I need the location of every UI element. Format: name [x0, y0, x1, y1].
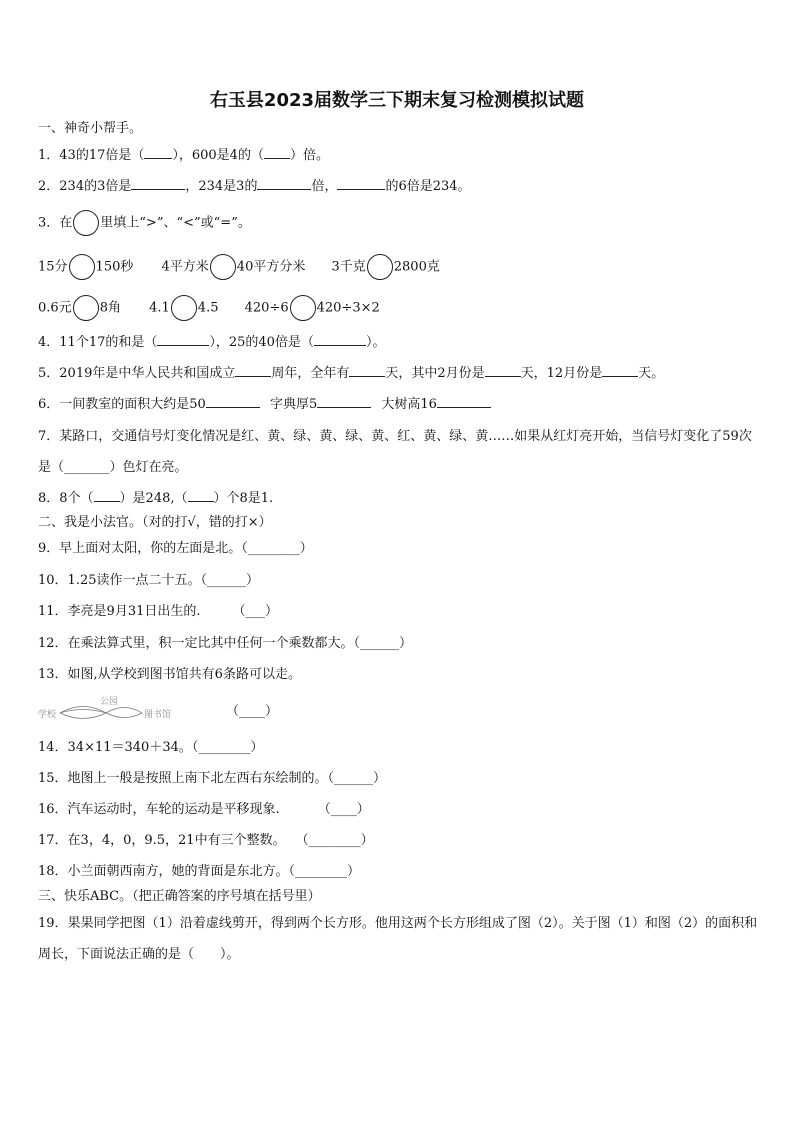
question-5: [38, 364, 664, 383]
question-4: [38, 333, 385, 352]
q6-text-b: 字典厚5: [269, 397, 318, 412]
question-11: [38, 603, 278, 621]
library-label: 图书馆: [144, 710, 172, 720]
q8-text-c: ）个8是1.: [213, 491, 274, 506]
q2-blank-3[interactable]: [337, 177, 385, 190]
q6-blank-1[interactable]: [206, 395, 260, 408]
q6-text-a: 6．一间教室的面积大约是50: [38, 397, 206, 412]
q5-blank-4[interactable]: [602, 364, 638, 377]
q3r2-compare-circle-1[interactable]: [73, 295, 99, 321]
q3-text-a: 3．在: [38, 215, 73, 231]
q1-text-a: 1．43的17倍是（: [38, 148, 145, 163]
q3r1-text-f: 2800克: [393, 259, 440, 275]
q4-text-b: ），25的40倍是（: [209, 335, 314, 350]
question-12: 12．在乘法算式里，积一定比其中任何一个乘数都大。（______）: [38, 636, 413, 651]
q13-answer-blank[interactable]: （____）: [226, 704, 279, 719]
q8-blank-1[interactable]: [94, 489, 120, 502]
question-3: [38, 210, 251, 236]
q17-text-a: 17．在3，4，0，9.5，21中有三个整数。: [38, 833, 286, 848]
q2-text-b: ，234是3的: [185, 179, 258, 194]
q3r2-text-b: 8角: [99, 300, 121, 316]
q3r1-compare-circle-1[interactable]: [69, 254, 95, 280]
q2-text-d: 的6倍是234。: [385, 179, 471, 194]
q4-blank-2[interactable]: [314, 333, 366, 346]
question-10: 10．1.25读作一点二十五。（______）: [38, 573, 259, 588]
q8-text-a: 8．8个（: [38, 491, 94, 506]
question-13: 13．如图,从学校到图书馆共有6条路可以走。: [38, 667, 301, 682]
question-14: 14．34×11＝340＋34。（________）: [38, 740, 264, 755]
q5-text-e: 天。: [638, 366, 665, 381]
q3r2-text-c: 4.1: [149, 300, 170, 316]
question-3-row-2: [38, 295, 380, 321]
route-path-5: [106, 713, 142, 718]
question-16: [38, 801, 370, 819]
q16-answer-blank[interactable]: （____）: [317, 802, 370, 817]
page-title: 右玉县2023届数学三下期末复习检测模拟试题: [209, 90, 585, 111]
q17-answer-blank[interactable]: （________）: [295, 833, 374, 848]
q3r2-text-e: 420÷6: [244, 300, 289, 316]
q3r2-compare-circle-3[interactable]: [290, 295, 316, 321]
q5-text-a: 5．2019年是中华人民共和国成立: [38, 366, 236, 381]
q5-text-b: 周年，全年有: [271, 366, 350, 381]
question-3-row-1: [38, 254, 440, 280]
q5-text-d: 天，12月份是: [520, 366, 603, 381]
section-3-heading: 三、快乐ABC。（把正确答案的序号填在括号里）: [38, 889, 321, 904]
q3r1-text-e: 3千克: [331, 259, 366, 275]
q3r2-text-f: 420÷3×2: [316, 300, 380, 316]
question-1: [38, 146, 329, 165]
q2-blank-2[interactable]: [257, 177, 311, 190]
section-2-heading: 二、我是小法官。（对的打√，错的打×）: [38, 515, 272, 530]
q5-blank-1[interactable]: [235, 364, 271, 377]
q11-text-a: 11．李亮是9月31日出生的.: [38, 604, 201, 619]
q1-text-b: ），600是4的（: [172, 148, 264, 163]
q5-text-c: 天，其中2月份是: [385, 366, 485, 381]
question-19: 19．果果同学把图（1）沿着虚线剪开，得到两个长方形。他用这两个长方形组成了图（2）。关于图（1）和图（2）的面积和周长，下面说法正确的是（ ）。: [38, 916, 758, 962]
route-diagram: [38, 696, 188, 724]
q3r1-compare-circle-3[interactable]: [367, 254, 393, 280]
q3-sample-circle: [73, 210, 99, 236]
route-path-3: [60, 713, 106, 719]
question-6: [38, 395, 491, 414]
q6-blank-2[interactable]: [317, 395, 371, 408]
q3r2-text-d: 4.5: [197, 300, 219, 316]
q3r2-text-a: 0.6元: [38, 300, 72, 316]
q4-text-a: 4．11个17的和是（: [38, 335, 158, 350]
question-2: [38, 177, 471, 196]
route-path-4: [106, 708, 142, 714]
q8-blank-2[interactable]: [188, 489, 214, 502]
q2-blank-1[interactable]: [131, 177, 185, 190]
q5-blank-3[interactable]: [485, 364, 521, 377]
q3r2-compare-circle-2[interactable]: [171, 295, 197, 321]
q1-blank-1[interactable]: [144, 146, 172, 159]
q3r1-text-b: 150秒: [95, 259, 134, 275]
q4-text-c: ）。: [365, 335, 386, 350]
park-label: 公园: [100, 697, 119, 707]
q3r1-compare-circle-2[interactable]: [210, 254, 236, 280]
question-9: 9．早上面对太阳，你的左面是北。（________）: [38, 541, 313, 556]
q2-text-a: 2．234的3倍是: [38, 179, 132, 194]
q3-text-b: 里填上“>”、“<”或“=”。: [100, 215, 251, 231]
school-label: 学校: [38, 710, 57, 720]
q16-text-a: 16．汽车运动时，车轮的运动是平移现象.: [38, 802, 280, 817]
q6-blank-3[interactable]: [437, 395, 491, 408]
q1-text-c: ）倍。: [289, 148, 329, 163]
question-17: [38, 832, 374, 850]
q8-text-b: ）是248,（: [119, 491, 188, 506]
q6-text-c: 大树高16: [381, 397, 437, 412]
question-15: 15．地图上一般是按照上南下北左西右东绘制的。（______）: [38, 771, 387, 786]
question-7: 7．某路口，交通信号灯变化情况是红、黄、绿、黄、绿、黄、红、黄、绿、黄……如果从红灯亮开始，当信号灯变化了59次是（_______）色灯在亮。: [38, 429, 752, 475]
q5-blank-2[interactable]: [349, 364, 385, 377]
q3r1-text-c: 4平方米: [161, 259, 209, 275]
q4-blank-1[interactable]: [157, 333, 209, 346]
question-8: [38, 489, 273, 508]
q2-text-c: 倍，: [311, 179, 338, 194]
q1-blank-2[interactable]: [264, 146, 290, 159]
q11-answer-blank[interactable]: （___）: [232, 604, 279, 619]
question-18: 18．小兰面朝西南方，她的背面是东北方。（________）: [38, 864, 361, 879]
q3r1-text-d: 40平方分米: [236, 259, 306, 275]
q3r1-text-a: 15分: [38, 259, 68, 275]
section-1-heading: 一、神奇小帮手。: [38, 121, 143, 136]
route-diagram-svg: [38, 696, 188, 724]
